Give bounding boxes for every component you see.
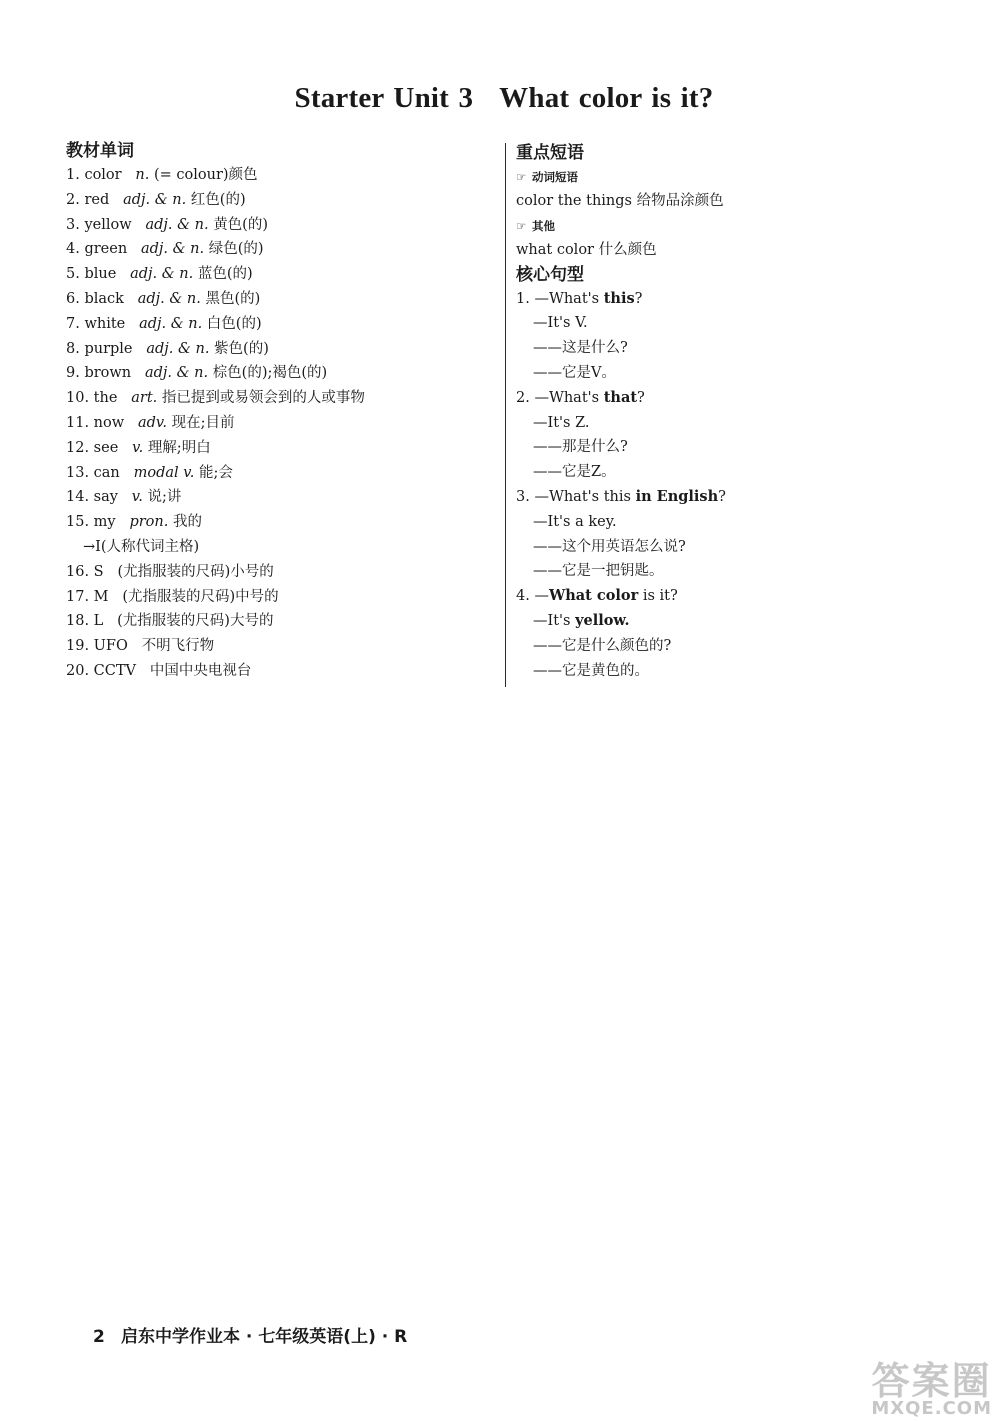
vocab-pos: art. — [131, 390, 158, 407]
vocab-word: 9. brown — [66, 365, 132, 382]
abbreviation-item — [66, 609, 496, 634]
answer-text: —It's Z. — [533, 414, 590, 431]
vocab-item — [66, 287, 496, 312]
vocab-meaning: 指已提到或易领会到的人或事物 — [161, 390, 365, 407]
question-text: 3. —What's this — [516, 488, 636, 505]
verb-phrases-label: ☞ 动词短语 — [516, 165, 986, 189]
vocab-word: 11. now — [66, 414, 125, 431]
vocabulary-list — [66, 163, 496, 535]
answer-keyword: yellow. — [575, 611, 630, 629]
abbreviation-word: 18. L — [66, 613, 104, 630]
vocab-word: 6. black — [66, 290, 124, 307]
vocab-pos: adj. & n. — [146, 340, 210, 357]
translation-question: ——那是什么? — [533, 439, 628, 456]
abbreviation-word: 17. M — [66, 588, 109, 605]
question-keyword: that — [603, 388, 638, 406]
watermark — [871, 1359, 992, 1419]
vocab-item — [66, 163, 496, 188]
vocab-word: 4. green — [66, 241, 128, 258]
page-footer — [93, 1322, 407, 1347]
question-text: 2. —What's — [516, 389, 604, 406]
vocab-meaning: 说;讲 — [147, 489, 182, 506]
sentence-answer — [516, 510, 986, 535]
abbreviation-list — [66, 560, 496, 684]
translation-answer: ——它是一把钥匙。 — [533, 563, 664, 580]
vocab-item — [66, 510, 496, 535]
sentence-question — [516, 287, 986, 312]
vocab-meaning: 白色(的) — [206, 315, 262, 332]
vocab-pos: v. — [131, 489, 143, 506]
translation-answer: ——它是Z。 — [533, 464, 616, 481]
vocab-pos: adj. & n. — [144, 365, 209, 382]
vocab-word: 14. say — [66, 489, 118, 506]
sentence-answer — [516, 609, 986, 634]
sentence-answer — [516, 311, 986, 336]
vocab-word: 13. can — [66, 464, 120, 481]
translation-question: ——这个用英语怎么说? — [533, 538, 686, 555]
vocab-item — [66, 485, 496, 510]
vocab-word: 1. color — [66, 167, 122, 183]
abbreviation-meaning: (尤指服装的尺码)小号的 — [117, 563, 274, 580]
abbreviation-item — [66, 585, 496, 610]
vocab-pos: adj. & n. — [139, 315, 203, 332]
vocab-item — [66, 237, 496, 262]
vocab-item — [66, 312, 496, 337]
vocab-meaning: 能;会 — [198, 464, 233, 481]
question-end: is it? — [638, 588, 678, 605]
vocab-pos: adj. & n. — [130, 266, 194, 283]
unit-label: Starter Unit 3 — [294, 82, 474, 114]
vocab-meaning: 绿色(的) — [208, 241, 264, 258]
vocab-item — [66, 361, 496, 386]
unit-question: What color is it? — [499, 82, 714, 114]
vocab-item — [66, 188, 496, 213]
abbreviation-word: 20. CCTV — [66, 662, 137, 679]
question-end: ? — [637, 389, 645, 406]
sentence-question — [516, 386, 986, 411]
vocab-meaning: 现在;目前 — [171, 414, 235, 431]
question-text: 1. —What's — [516, 290, 604, 307]
answer-text: —It's — [533, 612, 576, 629]
vocab-item — [66, 262, 496, 287]
translation-question: ——它是什么颜色的? — [533, 637, 672, 654]
phrases-heading: 重点短语 — [516, 143, 584, 163]
vocab-meaning: (= colour)颜色 — [153, 167, 258, 183]
vocab-pos: modal v. — [133, 464, 195, 481]
phrases-section — [516, 141, 986, 683]
translation-answer: ——它是黄色的。 — [533, 662, 649, 679]
question-text: 4. — — [516, 588, 549, 605]
vocab-meaning: 红色(的) — [190, 191, 246, 208]
vocab-pos: adv. — [137, 414, 167, 431]
sentence-list — [516, 287, 986, 684]
abbreviation-meaning: 中国中央电视台 — [149, 662, 252, 679]
vocab-pos: adj. & n. — [123, 191, 187, 208]
column-divider — [505, 143, 506, 687]
vocab-pos: adj. & n. — [141, 241, 205, 258]
vocab-item — [66, 213, 496, 238]
vocabulary-section — [66, 139, 496, 684]
abbreviation-word: 19. UFO — [66, 638, 128, 655]
vocab-meaning: 黄色(的) — [213, 216, 269, 233]
vocabulary-note: →I(人称代词主格) — [83, 538, 200, 555]
translation-question: ——这是什么? — [533, 340, 628, 357]
abbreviation-meaning: (尤指服装的尺码)中号的 — [122, 588, 279, 605]
verb-phrase-item: color the things 给物品涂颜色 — [516, 193, 724, 209]
question-end: ? — [634, 290, 643, 307]
abbreviation-meaning: 不明飞行物 — [141, 638, 215, 655]
vocab-meaning: 紫色(的) — [214, 340, 269, 357]
vocab-meaning: 黑色(的) — [205, 290, 261, 307]
sentences-heading: 核心句型 — [516, 264, 584, 285]
vocab-pos: pron. — [129, 514, 169, 531]
abbreviation-item — [66, 659, 496, 684]
vocab-meaning: 我的 — [172, 514, 202, 531]
abbreviation-word: 16. S — [66, 563, 104, 580]
book-title: 启东中学作业本 · 七年级英语(上) · R — [121, 1327, 408, 1347]
vocab-word: 7. white — [66, 315, 126, 332]
vocab-meaning: 棕色(的);褐色(的) — [212, 365, 328, 382]
sentence-question — [516, 584, 986, 609]
vocab-meaning: 蓝色(的) — [197, 266, 253, 283]
vocab-word: 10. the — [66, 390, 118, 407]
other-phrase-item: what color 什么颜色 — [516, 241, 657, 258]
abbreviation-item — [66, 634, 496, 659]
sentence-question — [516, 485, 986, 510]
vocab-pos: adj. & n. — [145, 216, 209, 233]
question-keyword: in English — [635, 487, 719, 505]
question-end: ? — [718, 488, 726, 505]
vocab-pos: n. — [135, 167, 150, 183]
watermark-en: MXQE.COM — [871, 1398, 992, 1419]
translation-answer: ——它是V。 — [533, 364, 616, 381]
vocab-pos: adj. & n. — [137, 290, 201, 307]
vocab-word: 2. red — [66, 191, 110, 208]
sentence-answer — [516, 411, 986, 436]
vocab-item — [66, 411, 496, 436]
answer-text: —It's a key. — [533, 513, 617, 530]
vocab-item — [66, 436, 496, 461]
abbreviation-meaning: (尤指服装的尺码)大号的 — [117, 613, 274, 630]
question-keyword: What color — [548, 587, 639, 605]
vocab-meaning: 理解;明白 — [147, 439, 211, 456]
watermark-cn: 答案圈 — [871, 1359, 992, 1403]
vocab-item — [66, 386, 496, 411]
answer-text: —It's V. — [533, 315, 588, 332]
pointing-hand-icon: ☞ — [516, 170, 527, 184]
vocab-item — [66, 337, 496, 362]
abbreviation-item — [66, 560, 496, 585]
page-number: 2 — [93, 1327, 105, 1347]
pointing-hand-icon: ☞ — [516, 218, 527, 233]
question-keyword: this — [603, 289, 635, 307]
other-phrases-label: ☞ 其他 — [516, 214, 986, 238]
vocab-word: 8. purple — [66, 340, 133, 357]
vocab-word: 12. see — [66, 439, 119, 456]
vocab-item — [66, 461, 496, 486]
vocabulary-heading: 教材单词 — [66, 141, 134, 161]
vocab-word: 3. yellow — [66, 216, 132, 233]
vocab-word: 15. my — [66, 514, 116, 531]
vocab-pos: v. — [132, 439, 144, 456]
vocab-word: 5. blue — [66, 266, 117, 283]
page-title — [0, 82, 1000, 115]
